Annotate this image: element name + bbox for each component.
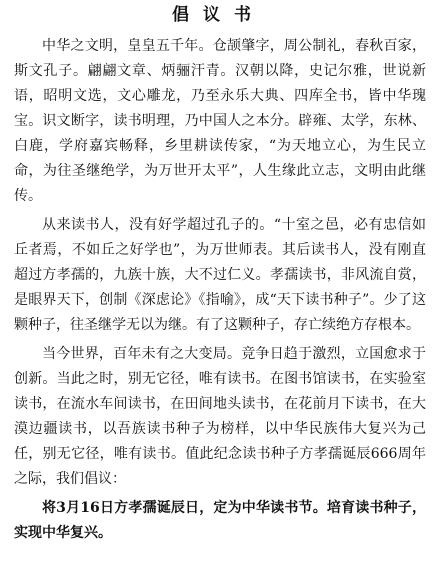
document-title: 倡议书 (172, 5, 265, 25)
paragraph-2: 从来读书人，没有好学超过孔子的。“十室之邑，必有忠信如丘者焉，不如丘之好学也”，为万世师表。其后读书人，没有刚直超过方孝孺的，九族十族，大不过仁义。孝孺读书，非风流自赏，是眼界天下，创制《深虑论》《指喻》，成“天下读书种子”。少了这颗种子，往圣继学无以为继。有了这颗种子，存亡续绝方存根本。 (14, 217, 426, 333)
document-body (14, 34, 426, 550)
paragraph-3: 当今世界，百年未有之大变局。竞争日趋于激烈，立国愈求于创新。当此之时，别无它径，唯有读书。在图书馆读书，在实验室读书，在流水车间读书，在田间地头读书，在花前月下读书，在大漠边疆读书，以吾族读书种子为榜样，以中华民族伟大复兴为己任，别无它径，唯有读书。值此纪念读书种子方孝孺诞辰666周年之际，我们倡议： (14, 346, 426, 487)
paragraph-proposal: 将3月16日方孝孺诞辰日，定为中华读书节。培育读书种子，实现中华复兴。 (14, 500, 426, 541)
paragraph-1: 中华之文明，皇皇五千年。仓颉肇字，周公制礼，春秋百家，斯文孔子。翩翩文章、炳骊汗青。汉朝以降，史记尔雅，世说新语，昭明文选，文心雕龙，乃至永乐大典、四库全书，皆中华瑰宝。识文断字，读书明理，乃中国人之本分。辟雍、太学，东林、白鹿，学府嘉宾畅释，乡里耕读传家，“为天地立心，为生民立命，为往圣继绝学，为万世开太平”，人生缘此立志，文明由此继传。 (14, 38, 426, 204)
